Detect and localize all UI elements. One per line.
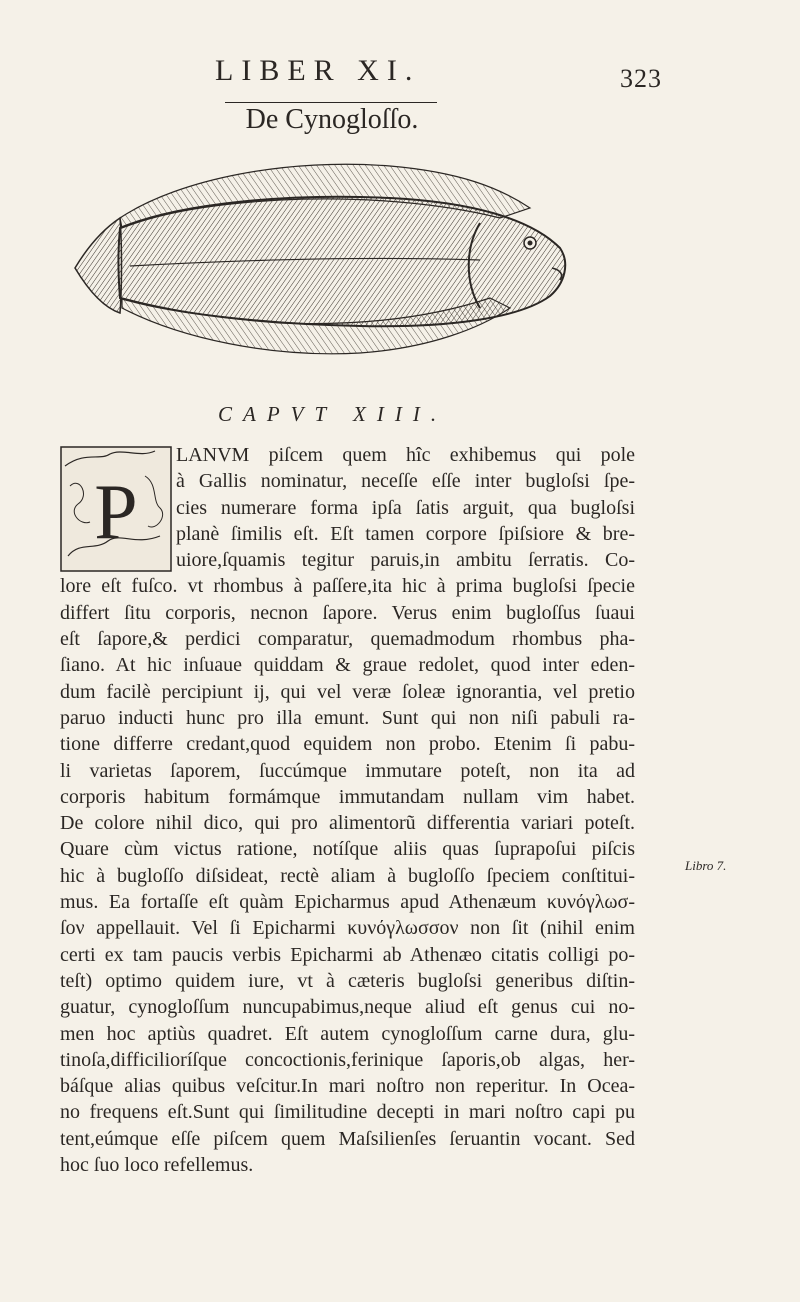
margin-note: Libro 7. [685,858,727,873]
chapter-heading: CAPVT XIII. [218,402,448,426]
section-title: De Cynogloſſo. [245,104,419,135]
text-line: LANVM piſcem quem hîc exhibemus qui pole [176,444,635,466]
text-line: ſiano. At hic inſuaue quiddam & graue redolet, quod inter eden- [60,654,635,677]
text-line: ſον appellauit. Vel ſi Epicharmi κυνόγλωσσον non ſit (nihil enim [60,917,635,940]
text-line: men hoc aptiùs quadret. Eſt autem cynogloſſum carne dura, glu- [60,1022,635,1045]
page-header [0,52,800,92]
text-line: differt ſitu corporis, necnon ſapore. Verus enim bugloſſus ſuaui [60,601,635,624]
text-line: tent,eúmque eſſe piſcem quem Maſsilienſes ſeruantin vocant. Sed [60,1127,635,1150]
running-head: LIBER XI. [215,54,421,87]
text-line: lore eſt fuſco. vt rhombus à paſſere,ita hic à prima bugloſsi ſpecie [60,575,635,598]
text-line: no frequens eſt.Sunt qui ſimilitudine decepti in mari noſtro capi pu [60,1101,635,1124]
text-line: planè ſimilis eſt. Eſt tamen corpore ſpiſsiore & bre- [176,522,635,545]
text-line: hoc ſuo loco refellemus. [60,1154,254,1177]
text-line: tione differre credant,quod equidem non probo. Etenim ſi pabu- [60,733,635,756]
header-rule [225,102,437,103]
flatfish-woodcut-icon [60,148,580,388]
text-line: tinoſa,difficilioríſque concoctionis,ferinique ſaporis,ob algas, her- [60,1048,635,1071]
text-line: uiore,ſquamis tegitur paruis,in ambitu ſerratis. Co- [176,549,635,572]
text-line: guatur, cynogloſſum nuncupabimus,neque aliud eſt genus cui no- [60,996,635,1019]
text-line: cies numerare forma ipſa ſatis arguit, qua bugloſsi [176,496,635,519]
page-number: 323 [620,64,662,93]
text-line: báſque alias quibus veſcitur.In mari noſtro non reperitur. In Ocea- [60,1075,635,1098]
text-line: dum facilè percipiunt ij, qui vel veræ ſoleæ ignorantia, vel pretio [60,680,635,703]
text-line: mus. Ea fortaſſe eſt quàm Epicharmus apud Athenæum κυνόγλωσ- [60,891,635,914]
text-line: paruo inducti hunc pro illa emunt. Sunt qui non niſi pabuli ra- [60,706,635,729]
body-text [60,442,635,1178]
text-line: hic à bugloſſo diſsideat, rectè aliam à bugloſſo ſpeciem conſtitui- [60,864,635,887]
svg-text:P: P [94,468,138,555]
text-line: corporis habitum formámque immutandam nullam vim habet. [60,785,635,808]
text-line: Quare cùm victus ratione, notíſque aliis quas ſuprapoſui piſcis [60,838,635,861]
text-line: teſt) optimo quidem iure, vt à cæteris bugloſsi generibus diſtin- [60,969,635,992]
text-line: li varietas ſaporem, ſuccúmque immutare poteſt, non ita ad [60,759,635,782]
text-line: De colore nihil dico, qui pro alimentorũ differentia variari poteſt. [60,812,635,835]
text-line: à Gallis nominatur, neceſſe eſſe inter bugloſsi ſpe- [176,470,635,493]
text-line: eſt ſapore,& perdici comparatur, quemadmodum rhombus pha- [60,628,635,651]
text-line: certi ex tam paucis verbis Epicharmi ab Athenæo citatis colligi po- [60,943,635,966]
